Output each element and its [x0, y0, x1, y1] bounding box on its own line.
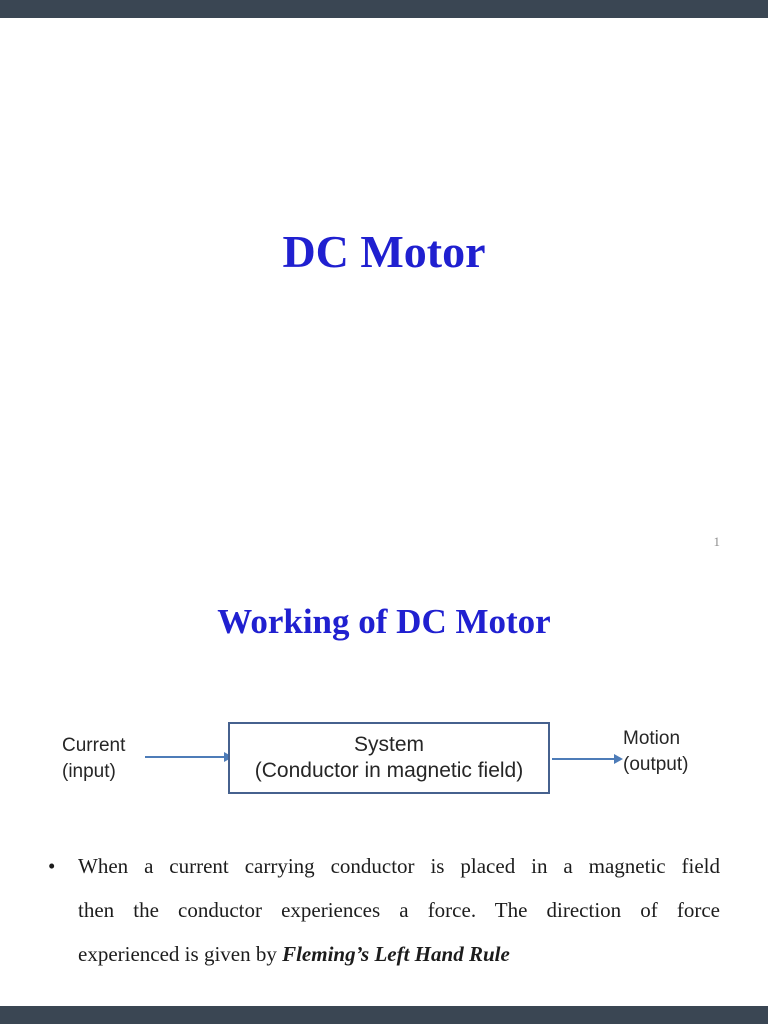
slide2-heading: Working of DC Motor — [217, 602, 551, 641]
system-block-box — [228, 722, 550, 794]
bullet-text-line1: When a current carrying conductor is placed in a magnetic field — [78, 854, 720, 878]
diagram-input-label — [62, 733, 125, 785]
block-diagram — [0, 710, 768, 810]
bullet-text-line2: then the conductor experiences a force. The direction of force — [78, 898, 720, 922]
bullet-text-line3-prefix: experienced is given by — [78, 942, 283, 966]
system-box-line1: System — [353, 733, 424, 756]
bullet-text-line3 — [78, 932, 720, 976]
slide1-title: DC Motor — [282, 226, 486, 277]
bullet-paragraph — [78, 844, 720, 976]
diagram-input-label-line1: Current — [62, 735, 126, 756]
output-arrow-head-icon — [614, 754, 623, 764]
top-letterbox-bar — [0, 0, 768, 18]
diagram-output-label-line1: Motion — [623, 728, 681, 749]
diagram-output-label-line2: (output) — [623, 754, 689, 775]
bullet-marker: • — [48, 854, 56, 878]
bullet-text-line3-emphasis: Fleming’s Left Hand Rule — [282, 942, 510, 966]
diagram-input-label-line2: (input) — [62, 761, 116, 782]
diagram-output-label — [623, 726, 688, 778]
output-arrow-line — [552, 758, 614, 760]
bottom-letterbox-bar — [0, 1006, 768, 1024]
input-arrow-line — [145, 756, 224, 758]
system-box-line2: (Conductor in magnetic field) — [254, 759, 524, 782]
page-number: 1 — [713, 534, 720, 549]
